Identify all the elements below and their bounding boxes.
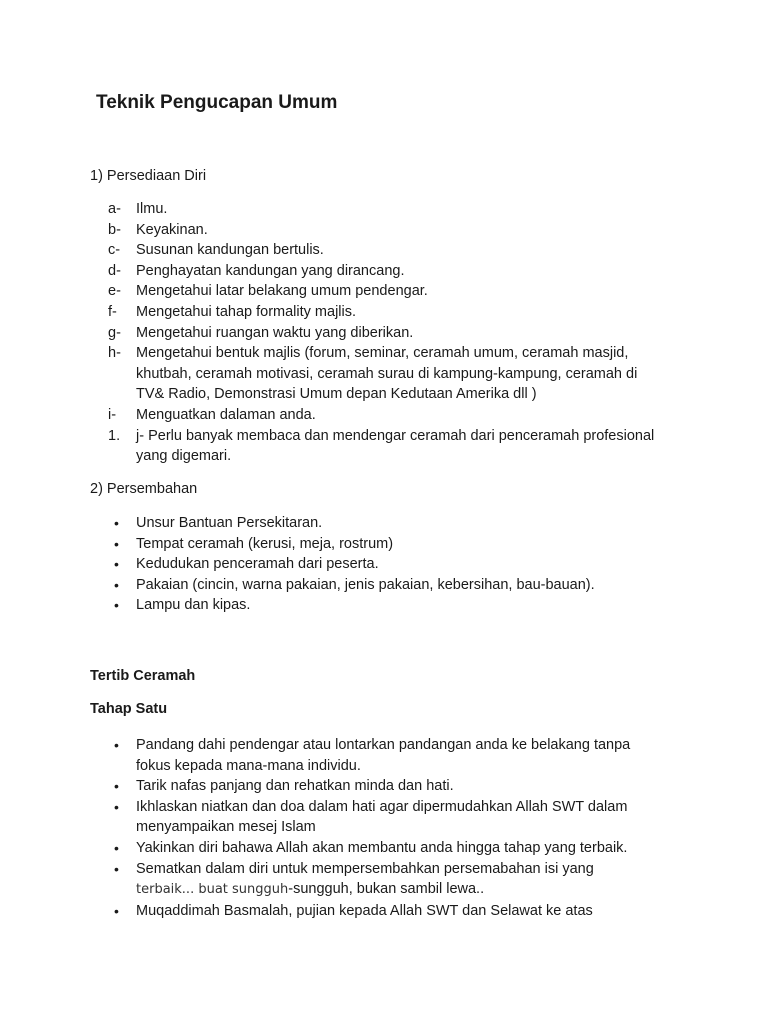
list-item: • Yakinkan diri bahawa Allah akan membantu anda hingga tahap yang terbaik. xyxy=(114,839,628,856)
list-item: h- Mengetahui bentuk majlis (forum, seminar, ceramah umum, ceramah masjid, khutbah, ceramah motivasi, ceramah surau di kampung-kampung, ceramah di TV& Radio, Demonstrasi Umum depan Kedutaan Amerika dll ) xyxy=(108,345,638,403)
list-item: g- Mengetahui ruangan waktu yang diberikan. xyxy=(108,324,414,341)
list-item: • Muqaddimah Basmalah, pujian kepada Allah SWT dan Selawat ke atas xyxy=(114,902,593,919)
list-item: b- Keyakinan. xyxy=(108,221,208,238)
document-title: Teknik Pengucapan Umum xyxy=(96,92,338,113)
persediaan-list xyxy=(108,199,668,467)
list-item: a- Ilmu. xyxy=(108,201,168,217)
list-item: • Lampu dan kipas. xyxy=(114,597,251,614)
section-heading-persediaan: 1) Persediaan Diri xyxy=(90,168,207,184)
list-item: • Unsur Bantuan Persekitaran. xyxy=(114,515,323,531)
list-item: • Tarik nafas panjang dan rehatkan minda dan hati. xyxy=(114,778,454,795)
list-item: • Sematkan dalam diri untuk mempersembahkan persemabahan isi yang terbaik... buat sungguh-sungguh, bukan sambil lewa.. xyxy=(114,860,594,898)
list-item: • Kedudukan penceramah dari peserta. xyxy=(114,556,379,573)
list-item: e- Mengetahui latar belakang umum pendengar. xyxy=(108,283,428,300)
section-heading-tertib-ceramah: Tertib Ceramah xyxy=(90,668,196,684)
tahap-satu-list xyxy=(108,735,668,921)
persembahan-list xyxy=(108,513,668,616)
list-item: • Ikhlaskan niatkan dan doa dalam hati agar dipermudahkan Allah SWT dalam menyampaikan mesej Islam xyxy=(114,798,628,836)
subheading-tahap-satu: Tahap Satu xyxy=(90,701,168,717)
list-item: • Tempat ceramah (kerusi, meja, rostrum) xyxy=(114,535,394,552)
list-item: f- Mengetahui tahap formality majlis. xyxy=(108,303,357,320)
list-item: • Pakaian (cincin, warna pakaian, jenis pakaian, kebersihan, bau-bauan). xyxy=(114,576,595,593)
list-item: c- Susunan kandungan bertulis. xyxy=(108,242,324,259)
list-item: • Pandang dahi pendengar atau lontarkan pandangan anda ke belakang tanpa fokus kepada mana-mana individu. xyxy=(114,737,631,774)
list-item: 1. j- Perlu banyak membaca dan mendengar ceramah dari penceramah profesional yang digemari. xyxy=(108,427,655,465)
section-heading-persembahan: 2) Persembahan xyxy=(90,481,198,497)
list-item: d- Penghayatan kandungan yang dirancang. xyxy=(108,262,405,279)
list-item: i- Menguatkan dalaman anda. xyxy=(108,406,316,423)
